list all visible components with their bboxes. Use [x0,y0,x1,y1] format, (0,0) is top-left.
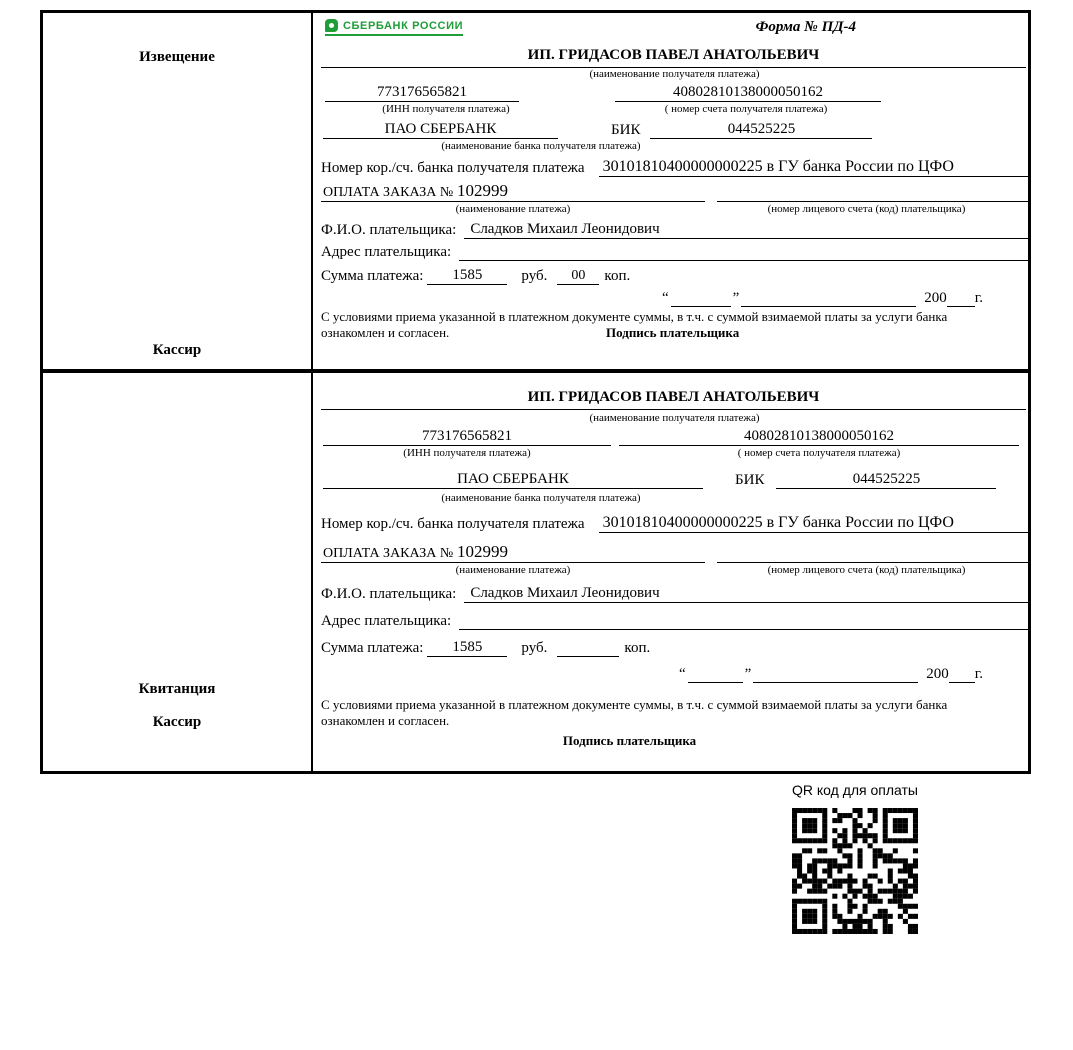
bik-label: БИК [611,122,641,138]
receipt-section-label: Квитанция [138,681,216,697]
payer-address-row [321,244,1028,261]
bank-row [321,471,1028,489]
account-label: ( номер счета получателя платежа) [664,103,828,115]
year-suffix: г. [974,289,983,306]
corr-account-value: 30101810400000000225 в ГУ банка России по ЦФО [599,514,1028,533]
date-month-blank [741,289,916,306]
receipt-form-area [313,373,1028,771]
bik-value: 044525225 [650,121,872,139]
amount-label: Сумма платежа: [321,268,424,285]
agreement-text: С условиями приема указанной в платежном документе суммы, в т.ч. с суммой взимаемой платы за услуги банка ознакомлен и согласен. [321,308,948,341]
inn-label: (ИНН получателя платежа) [382,103,510,115]
amount-rubles: 1585 [427,267,507,285]
payer-address-blank [459,244,1028,261]
payment-name-label: (наименование платежа) [455,203,571,215]
year-prefix: 200 [924,289,947,306]
payment-name-label: (наименование платежа) [455,564,571,576]
amount-kopecks [557,641,619,657]
payer-name-value: Сладков Михаил Леонидович [464,585,1028,603]
amount-kopecks: 00 [557,268,599,285]
qr-block [772,782,938,935]
corr-account-label: Номер кор./сч. банка получателя платежа [321,516,585,532]
corr-account-row [321,158,1028,177]
receipt-cashier-label: Кассир [152,714,202,730]
notice-section [43,13,1028,373]
bank-name-label: (наименование банка получателя платежа) [441,140,641,152]
payer-name-row [321,585,1028,603]
sberbank-logo-icon [325,19,338,32]
inn-label: (ИНН получателя платежа) [403,447,531,459]
agreement-text: С условиями приема указанной в платежном документе суммы, в т.ч. с суммой взимаемой платы за услуги банка ознакомлен и согласен. [321,696,948,729]
recipient-name: ИП. ГРИДАСОВ ПАВЕЛ АНАТОЛЬЕВИЧ [321,389,1026,410]
year-blank [949,665,975,682]
payer-address-label: Адрес плательщика: [321,613,452,630]
receipt-left-cell [43,373,313,771]
bik-label: БИК [735,472,765,488]
receipt-section [43,373,1028,771]
date-day-blank [688,665,743,682]
payer-name-label: Ф.И.О. плательщика: [321,586,457,602]
inn-account-row [321,84,1028,102]
amount-row [321,267,1028,285]
order-number: 102999 [457,181,509,200]
rubles-label: руб. [521,268,548,285]
inn-value: 773176565821 [325,84,519,102]
bik-value: 044525225 [776,471,996,489]
notice-header-row [321,19,1028,47]
close-quote: ” [744,665,752,682]
open-quote: “ [661,289,669,306]
year-blank [947,289,975,306]
inn-account-row [321,428,1028,446]
payment-labels-row [321,564,1028,576]
payment-name [321,542,705,563]
bank-row [321,121,1028,139]
payment-name-row [321,542,1028,563]
notice-cashier-label: Кассир [152,342,202,358]
close-quote: ” [732,289,740,306]
bank-name-label: (наименование банка получателя платежа) [441,492,641,504]
order-number: 102999 [457,542,509,561]
payer-name-label: Ф.И.О. плательщика: [321,222,457,238]
account-value: 40802810138000050162 [615,84,881,102]
account-label: ( номер счета получателя платежа) [737,447,901,459]
payer-code-label: (номер лицевого счета (код) плательщика) [767,203,966,215]
amount-row [321,639,1028,657]
bank-name: ПАО СБЕРБАНК [323,471,703,489]
pd4-form [40,10,1031,774]
notice-section-label: Извещение [139,49,215,65]
corr-account-value: 30101810400000000225 в ГУ банка России по ЦФО [599,158,1028,177]
bank-name: ПАО СБЕРБАНК [323,121,558,139]
payment-name-blank-line [717,185,1028,202]
inn-value: 773176565821 [323,428,611,446]
payer-name-value: Сладков Михаил Леонидович [464,221,1028,239]
date-row [321,665,1028,682]
qr-caption: QR код для оплаты [791,782,918,798]
payer-signature-label: Подпись плательщика [562,733,697,749]
corr-account-label: Номер кор./сч. банка получателя платежа [321,160,585,176]
date-day-blank [671,289,731,306]
payer-address-row [321,613,1028,630]
payer-address-label: Адрес плательщика: [321,244,452,261]
payment-name-row [321,181,1028,202]
payer-signature-label: Подпись плательщика [606,325,740,341]
recipient-name-label: (наименование получателя платежа) [589,68,760,80]
account-value: 40802810138000050162 [619,428,1019,446]
payer-name-row [321,221,1028,239]
notice-left-cell [43,13,313,369]
payer-code-label: (номер лицевого счета (код) плательщика) [767,564,966,576]
agreement-block [321,309,1028,343]
date-row [321,289,1028,306]
payment-name [321,181,705,202]
amount-rubles: 1585 [427,639,507,657]
rubles-label: руб. [521,640,548,657]
sberbank-logo-text: СБЕРБАНК РОССИИ [343,19,464,32]
recipient-name: ИП. ГРИДАСОВ ПАВЕЛ АНАТОЛЬЕВИЧ [321,47,1026,68]
date-month-blank [753,665,918,682]
payer-address-blank [459,613,1028,630]
year-prefix: 200 [926,665,949,682]
amount-label: Сумма платежа: [321,640,424,657]
inn-account-labels [321,103,1028,115]
payment-name-blank-line [717,546,1028,563]
kopecks-label: коп. [604,268,631,285]
agreement-block [321,697,1028,751]
form-title: Форма № ПД-4 [755,19,856,35]
recipient-name-label: (наименование получателя платежа) [589,412,760,424]
year-suffix: г. [974,665,983,682]
payment-labels-row [321,203,1028,215]
qr-code [791,807,919,935]
corr-account-row [321,514,1028,533]
payment-name-text: ОПЛАТА ЗАКАЗА № [323,185,454,200]
payment-name-text: ОПЛАТА ЗАКАЗА № [323,546,454,561]
sberbank-logo [325,19,463,36]
open-quote: “ [678,665,686,682]
notice-form-area [313,13,1028,369]
kopecks-label: коп. [624,640,651,657]
inn-account-labels [321,447,1028,459]
